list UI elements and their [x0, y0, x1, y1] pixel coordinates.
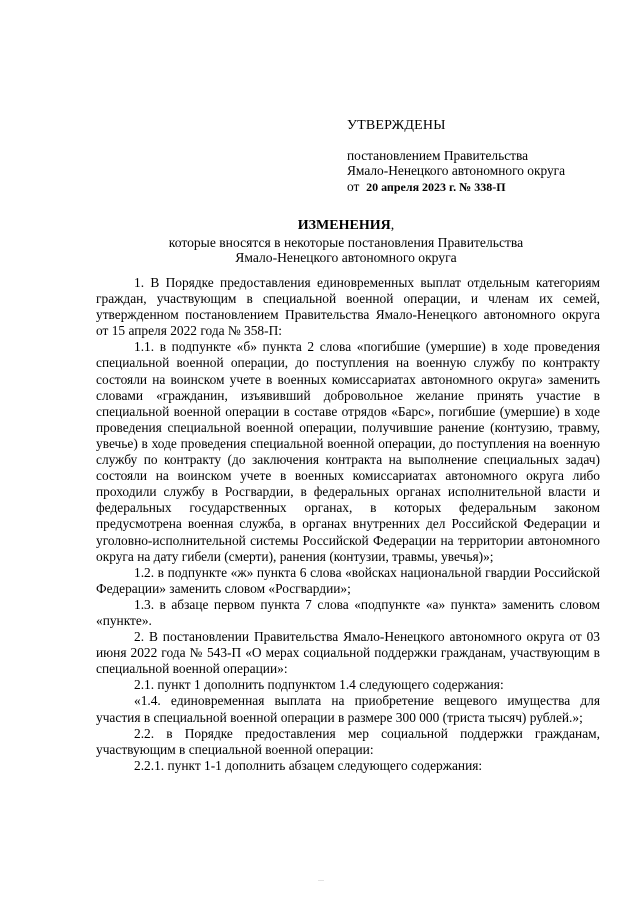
document-heading	[96, 218, 596, 266]
approval-date-value: 20 апреля 2023 г. № 338-П	[366, 179, 506, 194]
paragraph-2-2: 2.2. в Порядке предоставления мер социальной поддержки гражданам, участвующим в специальной военной операции:	[96, 725, 600, 757]
approval-line-1: постановлением Правительства	[347, 147, 529, 163]
approval-date-line	[347, 179, 607, 196]
approval-line-2: Ямало-Ненецкого автономного округа	[347, 163, 566, 178]
document-body	[96, 275, 600, 774]
heading-subtitle-1: которые вносятся в некоторые постановления Правительства	[168, 234, 524, 250]
paragraph-2: 2. В постановлении Правительства Ямало-Ненецкого автономного округа от 03 июня 2022 года № 543-П «О мерах социальной поддержки гражданам, участвующим в специальной военной операции»:	[96, 629, 600, 677]
paragraph-1-4-quote: «1.4. единовременная выплата на приобретение вещевого имущества для участия в специальной военной операции в размере 300 000 (триста тысяч) рублей.»;	[96, 693, 600, 725]
approval-date-prefix: от	[347, 178, 360, 194]
approval-block	[347, 118, 607, 195]
approval-title: УТВЕРЖДЕНЫ	[347, 118, 446, 133]
heading-subtitle-2: Ямало-Ненецкого автономного округа	[235, 250, 457, 265]
heading-title-suffix: ,	[390, 218, 395, 233]
paragraph-1: 1. В Порядке предоставления единовременных выплат отдельным категориям граждан, участвующим в специальной военной операции, и членам их семей, утвержденном постановлением Правительства Ямало-Ненецкого автономного округа от 15 апреля 2022 года № 358-П:	[96, 275, 600, 339]
paragraph-1-1: 1.1. в подпункте «б» пункта 2 слова «погибшие (умершие) в ходе проведения специальной военной операции, до поступления на военную службу по контракту состояли на воинском учете в военных комиссариатах автономного округа» заменить словами «гражданин, изъявивший добровольное желание принять участие в специальной военной операции в составе отрядов «Барс», погибшие (умершие) в ходе проведения специальной военной операции, получившие ранение (контузию, травму, увечье) в ходе проведения специальной военной операции, до поступления на военную службу по контракту (до заключения контракта на выполнение специальных задач) состояли на воинском учете в военных комиссариатах автономного округа либо проходили службу в Росгвардии, в федеральных органах исполнительной власти и федеральных государственных органах, в которых федеральным законом предусмотрена военная служба, в органах внутренних дел Российской Федерации и уголовно-исполнительной системы Российской Федерации на территории автономного округа на дату гибели (смерти), ранения (контузии, травмы, увечья)»;	[96, 339, 600, 564]
paragraph-2-2-1: 2.2.1. пункт 1-1 дополнить абзацем следующего содержания:	[134, 757, 483, 773]
paragraph-1-2: 1.2. в подпункте «ж» пункта 6 слова «войсках национальной гвардии Российской Федерации» заменить словом «Росгвардии»;	[96, 564, 600, 596]
footer-mark	[318, 880, 324, 881]
heading-title	[96, 218, 596, 234]
heading-title-text: ИЗМЕНЕНИЯ	[297, 218, 391, 233]
paragraph-2-1: 2.1. пункт 1 дополнить подпунктом 1.4 следующего содержания:	[134, 677, 504, 693]
paragraph-1-3: 1.3. в абзаце первом пункта 7 слова «подпункте «а» пункта» заменить словом «пункте».	[96, 596, 600, 628]
